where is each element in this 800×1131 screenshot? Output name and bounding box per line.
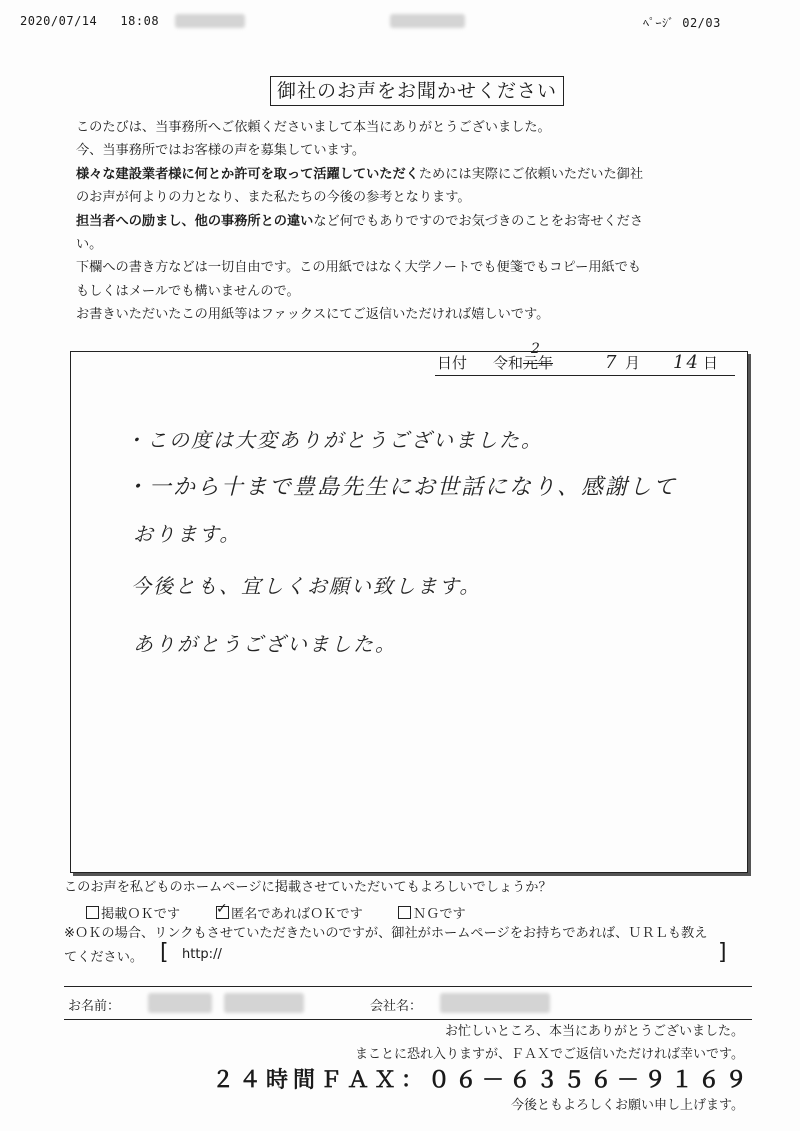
handwritten-line: ・一から十まで豊島先生にお世話になり、感謝して bbox=[125, 475, 678, 500]
intro-line: い。 bbox=[76, 237, 103, 253]
intro-bold: 様々な建設業者様に何とか許可を取って活躍していただく bbox=[76, 166, 419, 182]
url-bracket-close: ] bbox=[718, 940, 727, 965]
intro-line: 下欄への書き方などは一切自由です。この用紙ではなく大学ノートでも便箋でもコピー用紙でも bbox=[76, 260, 642, 276]
thanks-text: お忙しいところ、本当にありがとうございました。 bbox=[444, 1024, 744, 1039]
redacted-name bbox=[224, 993, 304, 1013]
handwritten-line: ・この度は大変ありがとうございました。 bbox=[125, 428, 543, 452]
option-publish-ok[interactable]: 掲載ＯＫです bbox=[86, 903, 180, 922]
handwritten-line: 今後とも、宜しくお願い致します。 bbox=[131, 574, 482, 598]
intro-line: 今、当事務所ではお客様の声を募集しています。 bbox=[76, 143, 366, 159]
url-note: ※ＯＫの場合、リンクもさせていただきたいのですが、御社がホームページをお持ちであれば、ＵＲＬも教え てください。 bbox=[64, 926, 708, 965]
intro-line: 様々な建設業者様に何とか許可を取って活躍していただくためには実際にご依頼いただいた御社 bbox=[76, 166, 644, 182]
redacted-company bbox=[440, 993, 550, 1013]
url-field[interactable]: http:// bbox=[182, 947, 222, 962]
date-month-label: 月 bbox=[625, 354, 641, 372]
option-ng[interactable]: ＮＧです bbox=[398, 903, 466, 922]
date-year-printed: 元年 bbox=[523, 354, 554, 372]
date-day-label: 日 bbox=[703, 354, 719, 372]
intro-text bbox=[76, 116, 756, 327]
handwritten-line: ありがとうございました。 bbox=[133, 632, 397, 656]
date-year-written: 2 bbox=[531, 341, 542, 357]
fax-timestamp: 2020/07/14 18:08 bbox=[20, 14, 160, 28]
fax-page-number: ﾍﾟｰｼﾞ 02/03 bbox=[643, 16, 721, 30]
date-field bbox=[435, 341, 735, 376]
option-anonymous-ok[interactable]: ✓ 匿名であればＯＫです bbox=[216, 903, 363, 922]
date-era: 令和 bbox=[493, 354, 524, 372]
fax-number: ２４時間ＦＡＸ：０６－６３５６－９１６９ bbox=[211, 1068, 752, 1093]
intro-line: もしくはメールでも構いませんので。 bbox=[76, 283, 300, 299]
company-label: 会社名： bbox=[370, 999, 423, 1014]
closing-text: 今後ともよろしくお願い申し上げます。 bbox=[511, 1098, 744, 1113]
publish-question: このお声を私どものホームページに掲載させていただいてもよろしいでしょうか？ bbox=[64, 880, 552, 895]
redacted-name bbox=[148, 993, 212, 1013]
form-title: 御社のお声をお聞かせください bbox=[270, 76, 564, 106]
redacted-sender bbox=[175, 14, 245, 28]
intro-line: のお声が何よりの力となり、また私たちの今後の参考となります。 bbox=[76, 190, 471, 206]
checkbox-icon[interactable] bbox=[86, 906, 99, 919]
intro-line: お書きいただいたこの用紙等はファックスにてご返信いただければ嬉しいです。 bbox=[76, 307, 550, 323]
intro-bold: 担当者への励まし、他の事務所との違い bbox=[76, 213, 314, 229]
fax-request-text: まことに恐れ入りますが、ＦＡＸでご返信いただければ幸いです。 bbox=[355, 1047, 744, 1062]
message-box[interactable] bbox=[70, 341, 748, 873]
redacted-fax-number bbox=[390, 14, 465, 28]
date-month: 7 bbox=[605, 352, 619, 373]
date-label: 日付 bbox=[437, 354, 468, 372]
url-bracket-open: [ bbox=[160, 940, 169, 965]
checked-checkbox-icon[interactable] bbox=[216, 906, 229, 919]
checkbox-icon[interactable] bbox=[398, 906, 411, 919]
name-company-row bbox=[64, 986, 752, 1020]
intro-line: このたびは、当事務所へご依頼くださいまして本当にありがとうございました。 bbox=[76, 120, 551, 135]
date-day: 14 bbox=[673, 352, 700, 373]
handwritten-line: おります。 bbox=[133, 522, 242, 546]
name-label: お名前： bbox=[68, 999, 121, 1014]
intro-line: 担当者への励まし、他の事務所との違いなど何でもありですのでお気づきのことをお寄せくださ bbox=[76, 213, 644, 229]
